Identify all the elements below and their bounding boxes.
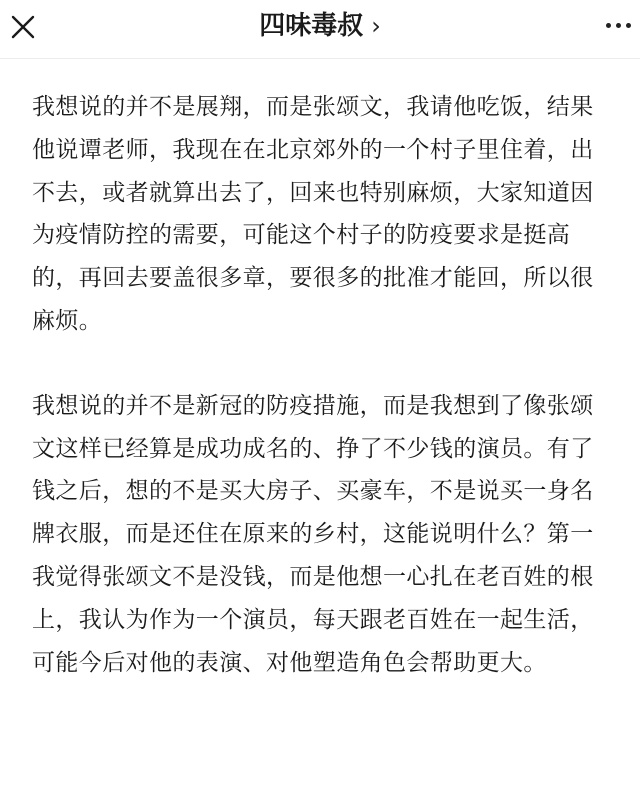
chevron-right-icon: › xyxy=(371,12,381,40)
account-name: 四味毒叔 xyxy=(259,11,364,41)
account-title-link[interactable] xyxy=(0,8,640,44)
top-nav-bar xyxy=(0,0,640,59)
article-body xyxy=(32,86,616,684)
more-options-button[interactable] xyxy=(604,14,634,38)
article-paragraph: 我想说的并不是新冠的防疫措施，而是我想到了像张颂文这样已经算是成功成名的、挣了不少钱的演员。有了钱之后，想的不是买大房子、买豪车，不是说买一身名牌衣服，而是还住在原来的乡村，这能说明什么？第一我觉得张颂文不是没钱，而是他想一心扎在老百姓的根上，我认为作为一个演员，每天跟老百姓在一起生活，可能今后对他的表演、对他塑造角色会帮助更大。 xyxy=(32,392,594,676)
more-dots-icon xyxy=(606,23,611,28)
article-paragraph: 我想说的并不是展翔，而是张颂文，我请他吃饭，结果他说谭老师，我现在在北京郊外的一个村子里住着，出不去，或者就算出去了，回来也特别麻烦，大家知道因为疫情防控的需要，可能这个村子的防疫要求是挺高的，再回去要盖很多章，要很多的批准才能回，所以很麻烦。 xyxy=(32,94,594,334)
